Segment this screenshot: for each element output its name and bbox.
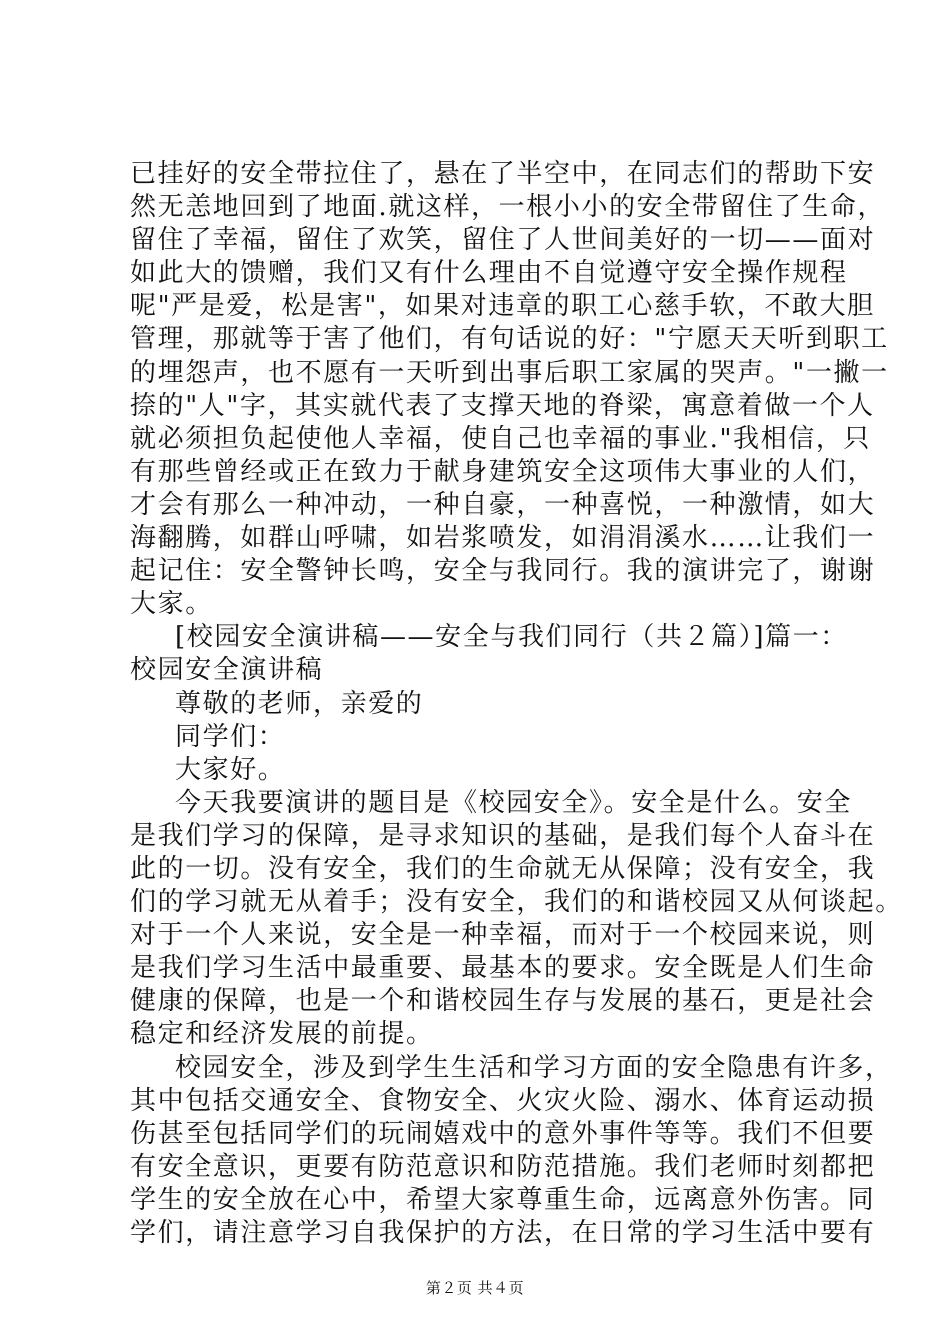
text-line: 管理，那就等于害了他们，有句话说的好："宁愿天天听到职工 [130, 324, 889, 355]
text-line: 呢"严是爱，松是害"，如果对违章的职工心慈手软，不敢大胆 [130, 291, 875, 322]
text-line: 尊敬的老师，亲爱的 [175, 688, 424, 719]
text-line: 捺的"人"字，其实就代表了支撑天地的脊梁，寓意着做一个人 [130, 390, 875, 421]
page-footer: 第２页 共４页 [425, 1279, 525, 1297]
text-line: 大家。 [130, 589, 213, 620]
text-line: 然无恙地回到了地面.就这样，一根小小的安全带留住了生命， [130, 192, 886, 223]
text-line: 稳定和经济发展的前提。 [130, 1019, 434, 1050]
text-line: 学们，请注意学习自我保护的方法，在日常的学习生活中要有 [130, 1218, 876, 1248]
text-line: 校园安全，涉及到学生生活和学习方面的安全隐患有许多， [175, 1052, 893, 1083]
text-line: 就必须担负起使他人幸福，使自己也幸福的事业."我相信，只 [130, 423, 872, 454]
text-line: 同学们： [175, 721, 286, 752]
text-line: 有那些曾经或正在致力于献身建筑安全这项伟大事业的人们， [130, 456, 876, 487]
text-line: 们的学习就无从着手；没有安全，我们的和谐校园又从何谈起。 [130, 887, 903, 918]
text-line: 伤甚至包括同学们的玩闹嬉戏中的意外事件等等。我们不但要 [130, 1118, 876, 1149]
text-line: 留住了幸福，留住了欢笑，留住了人世间美好的一切——面对 [130, 225, 876, 256]
text-line: 是我们学习生活中最重要、最基本的要求。安全既是人们生命 [130, 953, 876, 984]
text-line: 已挂好的安全带拉住了，悬在了半空中，在同志们的帮助下安 [130, 159, 876, 189]
text-line: [校园安全演讲稿——安全与我们同行（共２篇）]篇一： [175, 622, 848, 653]
text-line: 对于一个人来说，安全是一种幸福，而对于一个校园来说，则 [130, 920, 876, 951]
document-body [130, 158, 903, 1250]
text-line: 其中包括交通安全、食物安全、火灾火险、溺水、体育运动损 [130, 1085, 876, 1116]
text-line: 今天我要演讲的题目是《校园安全》。安全是什么。安全 [175, 787, 853, 818]
text-line: 学生的安全放在心中，希望大家尊重生命，远离意外伤害。同 [130, 1184, 876, 1215]
text-line: 此的一切。没有安全，我们的生命就无从保障；没有安全，我 [130, 853, 876, 884]
text-line: 是我们学习的保障，是寻求知识的基础，是我们每个人奋斗在 [130, 820, 876, 851]
text-line: 才会有那么一种冲动，一种自豪，一种喜悦，一种激情，如大 [130, 489, 876, 520]
text-line: 有安全意识，更要有防范意识和防范措施。我们老师时刻都把 [130, 1151, 876, 1182]
text-line: 的埋怨声，也不愿有一天听到出事后职工家属的哭声。"一撇一 [130, 357, 889, 388]
text-line: 健康的保障，也是一个和谐校园生存与发展的基石，更是社会 [130, 986, 876, 1017]
text-line: 起记住：安全警钟长鸣，安全与我同行。我的演讲完了，谢谢 [130, 556, 876, 587]
text-line: 海翻腾，如群山呼啸，如岩浆喷发，如涓涓溪水……让我们一 [130, 523, 876, 554]
text-line: 校园安全演讲稿 [130, 655, 324, 686]
text-line: 大家好。 [175, 754, 286, 785]
text-line: 如此大的馈赠，我们又有什么理由不自觉遵守安全操作规程 [130, 258, 848, 289]
